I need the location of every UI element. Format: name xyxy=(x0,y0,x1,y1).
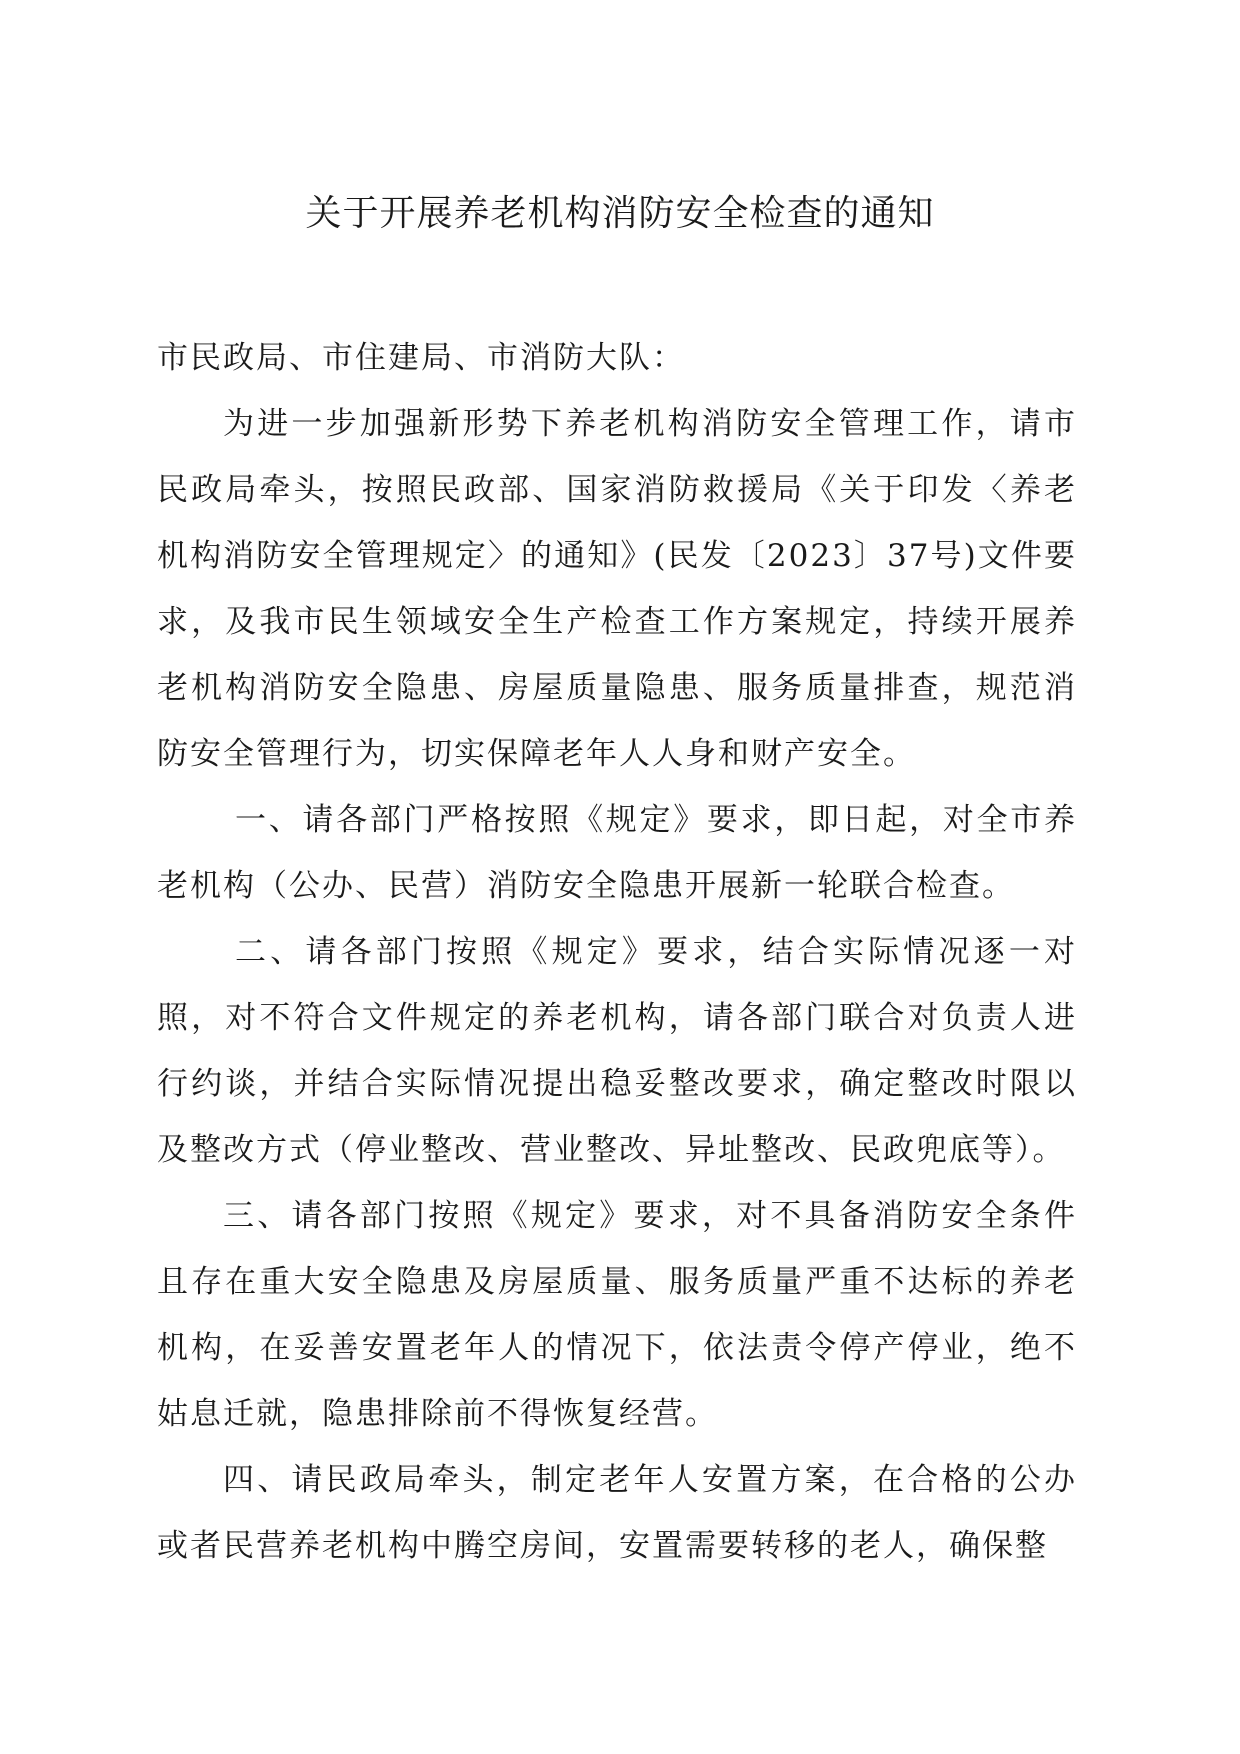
document-title: 关于开展养老机构消防安全检查的通知 xyxy=(305,193,935,234)
intro-paragraph: 为进一步加强新形势下养老机构消防安全管理工作，请市民政局牵头，按照民政部、国家消防救援局《关于印发〈养老机构消防安全管理规定〉的通知》(民发〔2023〕37号)文件要求，及我市民生领域安全生产检查工作方案规定，持续开展养老机构消防安全隐患、房屋质量隐患、服务质量排查，规范消防安全管理行为，切实保障老年人人身和财产安全。 xyxy=(157,406,1077,772)
item-two-paragraph: 二、请各部门按照《规定》要求，结合实际情况逐一对照，对不符合文件规定的养老机构，请各部门联合对负责人进行约谈，并结合实际情况提出稳妥整改要求，确定整改时限以及整改方式（停业整改、营业整改、异址整改、民政兜底等）。 xyxy=(157,934,1077,1168)
document-body xyxy=(157,325,1077,1579)
addressee-line: 市民政局、市住建局、市消防大队： xyxy=(157,340,685,376)
item-three-paragraph: 三、请各部门按照《规定》要求，对不具备消防安全条件且存在重大安全隐患及房屋质量、服务质量严重不达标的养老机构，在妥善安置老年人的情况下，依法责令停产停业，绝不姑息迁就，隐患排除前不得恢复经营。 xyxy=(157,1198,1077,1432)
item-four-paragraph: 四、请民政局牵头，制定老年人安置方案，在合格的公办或者民营养老机构中腾空房间，安置需要转移的老人，确保整 xyxy=(157,1462,1077,1564)
item-one-paragraph: 一、请各部门严格按照《规定》要求，即日起，对全市养老机构（公办、民营）消防安全隐患开展新一轮联合检查。 xyxy=(157,802,1077,904)
